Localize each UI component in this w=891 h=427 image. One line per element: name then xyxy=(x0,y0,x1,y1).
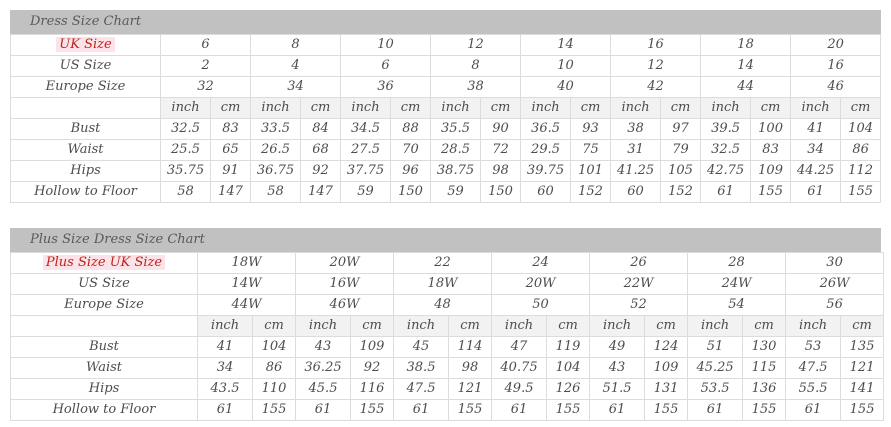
cm-value-cell: 150 xyxy=(391,182,431,203)
unit-cm-label: cm xyxy=(841,316,884,337)
size-value-cell: 6 xyxy=(161,35,251,56)
unit-cm-label: cm xyxy=(211,98,251,119)
inch-value-cell: 60 xyxy=(611,182,661,203)
unit-cm-label: cm xyxy=(571,98,611,119)
unit-inch-label: inch xyxy=(521,98,571,119)
row-label: Bust xyxy=(11,337,198,358)
inch-value-cell: 31 xyxy=(611,140,661,161)
cm-value-cell: 109 xyxy=(351,337,394,358)
cm-value-cell: 126 xyxy=(547,379,590,400)
size-value-cell: 44W xyxy=(198,295,296,316)
row-label: Waist xyxy=(11,140,161,161)
inch-value-cell: 47 xyxy=(492,337,547,358)
unit-cm-label: cm xyxy=(661,98,701,119)
size-value-cell: 12 xyxy=(431,35,521,56)
unit-inch-label: inch xyxy=(431,98,481,119)
dress-size-chart-title-bar xyxy=(10,10,881,34)
cm-value-cell: 155 xyxy=(751,182,791,203)
inch-value-cell: 25.5 xyxy=(161,140,211,161)
size-value-cell: 54 xyxy=(688,295,786,316)
inch-value-cell: 58 xyxy=(161,182,211,203)
inch-value-cell: 35.5 xyxy=(431,119,481,140)
inch-value-cell: 35.75 xyxy=(161,161,211,182)
cm-value-cell: 68 xyxy=(301,140,341,161)
inch-value-cell: 36.75 xyxy=(251,161,301,182)
inch-value-cell: 61 xyxy=(688,400,743,421)
row-label: Hips xyxy=(11,379,198,400)
dress-size-chart-section xyxy=(10,10,881,203)
row-label: Hips xyxy=(11,161,161,182)
size-value-cell: 48 xyxy=(394,295,492,316)
row-label: Europe Size xyxy=(11,295,198,316)
inch-value-cell: 58 xyxy=(251,182,301,203)
cm-value-cell: 104 xyxy=(253,337,296,358)
table-row xyxy=(11,119,881,140)
inch-value-cell: 39.75 xyxy=(521,161,571,182)
unit-inch-label: inch xyxy=(492,316,547,337)
empty-label-cell xyxy=(11,316,198,337)
inch-value-cell: 44.25 xyxy=(791,161,841,182)
cm-value-cell: 97 xyxy=(661,119,701,140)
cm-value-cell: 152 xyxy=(661,182,701,203)
row-label: Hollow to Floor xyxy=(11,182,161,203)
inch-value-cell: 51 xyxy=(688,337,743,358)
size-value-cell: 42 xyxy=(611,77,701,98)
cm-value-cell: 88 xyxy=(391,119,431,140)
empty-label-cell xyxy=(11,98,161,119)
cm-value-cell: 155 xyxy=(645,400,688,421)
inch-value-cell: 61 xyxy=(296,400,351,421)
inch-value-cell: 27.5 xyxy=(341,140,391,161)
size-value-cell: 10 xyxy=(521,56,611,77)
cm-value-cell: 98 xyxy=(481,161,521,182)
table-row xyxy=(11,161,881,182)
cm-value-cell: 116 xyxy=(351,379,394,400)
size-value-cell: 34 xyxy=(251,77,341,98)
cm-value-cell: 91 xyxy=(211,161,251,182)
cm-value-cell: 150 xyxy=(481,182,521,203)
cm-value-cell: 75 xyxy=(571,140,611,161)
inch-value-cell: 29.5 xyxy=(521,140,571,161)
unit-inch-label: inch xyxy=(688,316,743,337)
cm-value-cell: 105 xyxy=(661,161,701,182)
cm-value-cell: 112 xyxy=(841,161,881,182)
inch-value-cell: 51.5 xyxy=(590,379,645,400)
table-row xyxy=(11,253,884,274)
inch-value-cell: 53.5 xyxy=(688,379,743,400)
size-value-cell: 26 xyxy=(590,253,688,274)
inch-value-cell: 37.75 xyxy=(341,161,391,182)
cm-value-cell: 83 xyxy=(211,119,251,140)
cm-value-cell: 109 xyxy=(645,358,688,379)
cm-value-cell: 147 xyxy=(301,182,341,203)
table-row xyxy=(11,182,881,203)
size-value-cell: 50 xyxy=(492,295,590,316)
inch-value-cell: 61 xyxy=(590,400,645,421)
size-value-cell: 20W xyxy=(492,274,590,295)
inch-value-cell: 53 xyxy=(786,337,841,358)
inch-value-cell: 26.5 xyxy=(251,140,301,161)
row-label xyxy=(11,253,198,274)
unit-cm-label: cm xyxy=(841,98,881,119)
cm-value-cell: 155 xyxy=(743,400,786,421)
cm-value-cell: 86 xyxy=(253,358,296,379)
cm-value-cell: 114 xyxy=(449,337,492,358)
size-value-cell: 14 xyxy=(701,56,791,77)
cm-value-cell: 79 xyxy=(661,140,701,161)
row-label xyxy=(11,35,161,56)
table-body xyxy=(11,253,884,421)
highlighted-row-label: Plus Size UK Size xyxy=(43,255,165,270)
cm-value-cell: 92 xyxy=(301,161,341,182)
cm-value-cell: 90 xyxy=(481,119,521,140)
cm-value-cell: 131 xyxy=(645,379,688,400)
cm-value-cell: 141 xyxy=(841,379,884,400)
cm-value-cell: 155 xyxy=(841,182,881,203)
size-value-cell: 18 xyxy=(701,35,791,56)
table-row xyxy=(11,295,884,316)
cm-value-cell: 93 xyxy=(571,119,611,140)
inch-value-cell: 43.5 xyxy=(198,379,253,400)
inch-value-cell: 38 xyxy=(611,119,661,140)
table-row xyxy=(11,35,881,56)
unit-cm-label: cm xyxy=(481,98,521,119)
cm-value-cell: 136 xyxy=(743,379,786,400)
size-value-cell: 46W xyxy=(296,295,394,316)
cm-value-cell: 101 xyxy=(571,161,611,182)
inch-value-cell: 41 xyxy=(791,119,841,140)
inch-value-cell: 55.5 xyxy=(786,379,841,400)
inch-value-cell: 45 xyxy=(394,337,449,358)
size-value-cell: 8 xyxy=(431,56,521,77)
unit-inch-label: inch xyxy=(611,98,661,119)
cm-value-cell: 115 xyxy=(743,358,786,379)
inch-value-cell: 61 xyxy=(394,400,449,421)
size-value-cell: 10 xyxy=(341,35,431,56)
inch-value-cell: 34 xyxy=(198,358,253,379)
size-value-cell: 30 xyxy=(786,253,884,274)
size-value-cell: 14W xyxy=(198,274,296,295)
row-label: Hollow to Floor xyxy=(11,400,198,421)
inch-value-cell: 41.25 xyxy=(611,161,661,182)
inch-value-cell: 28.5 xyxy=(431,140,481,161)
size-value-cell: 32 xyxy=(161,77,251,98)
unit-header-row xyxy=(11,316,884,337)
table-row xyxy=(11,77,881,98)
unit-inch-label: inch xyxy=(791,98,841,119)
cm-value-cell: 130 xyxy=(743,337,786,358)
inch-value-cell: 34.5 xyxy=(341,119,391,140)
cm-value-cell: 98 xyxy=(449,358,492,379)
cm-value-cell: 83 xyxy=(751,140,791,161)
inch-value-cell: 61 xyxy=(492,400,547,421)
cm-value-cell: 119 xyxy=(547,337,590,358)
inch-value-cell: 49 xyxy=(590,337,645,358)
table-row xyxy=(11,140,881,161)
cm-value-cell: 96 xyxy=(391,161,431,182)
row-label: US Size xyxy=(11,274,198,295)
inch-value-cell: 40.75 xyxy=(492,358,547,379)
cm-value-cell: 155 xyxy=(547,400,590,421)
row-label: Europe Size xyxy=(11,77,161,98)
cm-value-cell: 155 xyxy=(841,400,884,421)
cm-value-cell: 86 xyxy=(841,140,881,161)
inch-value-cell: 47.5 xyxy=(786,358,841,379)
unit-inch-label: inch xyxy=(251,98,301,119)
size-value-cell: 44 xyxy=(701,77,791,98)
unit-cm-label: cm xyxy=(751,98,791,119)
inch-value-cell: 36.25 xyxy=(296,358,351,379)
row-label: Bust xyxy=(11,119,161,140)
cm-value-cell: 65 xyxy=(211,140,251,161)
cm-value-cell: 147 xyxy=(211,182,251,203)
inch-value-cell: 32.5 xyxy=(161,119,211,140)
unit-header-row xyxy=(11,98,881,119)
dress-size-chart-table xyxy=(10,34,881,203)
size-value-cell: 22W xyxy=(590,274,688,295)
unit-inch-label: inch xyxy=(161,98,211,119)
inch-value-cell: 49.5 xyxy=(492,379,547,400)
row-label: US Size xyxy=(11,56,161,77)
cm-value-cell: 70 xyxy=(391,140,431,161)
inch-value-cell: 61 xyxy=(786,400,841,421)
cm-value-cell: 155 xyxy=(253,400,296,421)
size-value-cell: 38 xyxy=(431,77,521,98)
unit-cm-label: cm xyxy=(351,316,394,337)
cm-value-cell: 109 xyxy=(751,161,791,182)
inch-value-cell: 59 xyxy=(431,182,481,203)
inch-value-cell: 34 xyxy=(791,140,841,161)
inch-value-cell: 36.5 xyxy=(521,119,571,140)
size-value-cell: 40 xyxy=(521,77,611,98)
cm-value-cell: 104 xyxy=(547,358,590,379)
size-value-cell: 18W xyxy=(198,253,296,274)
inch-value-cell: 43 xyxy=(590,358,645,379)
cm-value-cell: 155 xyxy=(351,400,394,421)
inch-value-cell: 38.75 xyxy=(431,161,481,182)
size-value-cell: 14 xyxy=(521,35,611,56)
size-value-cell: 4 xyxy=(251,56,341,77)
size-value-cell: 26W xyxy=(786,274,884,295)
plus-size-dress-size-chart-section xyxy=(10,228,881,421)
unit-cm-label: cm xyxy=(301,98,341,119)
inch-value-cell: 45.5 xyxy=(296,379,351,400)
size-value-cell: 6 xyxy=(341,56,431,77)
table-row xyxy=(11,274,884,295)
highlighted-row-label: UK Size xyxy=(56,37,114,52)
unit-inch-label: inch xyxy=(296,316,351,337)
inch-value-cell: 39.5 xyxy=(701,119,751,140)
size-value-cell: 2 xyxy=(161,56,251,77)
size-value-cell: 8 xyxy=(251,35,341,56)
inch-value-cell: 61 xyxy=(701,182,751,203)
plus-size-dress-size-chart-title-bar xyxy=(10,228,881,252)
table-row xyxy=(11,337,884,358)
size-value-cell: 28 xyxy=(688,253,786,274)
chart-title-text: Dress Size Chart xyxy=(30,14,142,29)
inch-value-cell: 59 xyxy=(341,182,391,203)
table-row xyxy=(11,400,884,421)
cm-value-cell: 100 xyxy=(751,119,791,140)
size-value-cell: 36 xyxy=(341,77,431,98)
size-value-cell: 46 xyxy=(791,77,881,98)
unit-cm-label: cm xyxy=(645,316,688,337)
inch-value-cell: 61 xyxy=(198,400,253,421)
cm-value-cell: 92 xyxy=(351,358,394,379)
unit-inch-label: inch xyxy=(590,316,645,337)
table-row xyxy=(11,358,884,379)
unit-inch-label: inch xyxy=(701,98,751,119)
inch-value-cell: 38.5 xyxy=(394,358,449,379)
row-label: Waist xyxy=(11,358,198,379)
size-value-cell: 16 xyxy=(611,35,701,56)
inch-value-cell: 47.5 xyxy=(394,379,449,400)
inch-value-cell: 42.75 xyxy=(701,161,751,182)
unit-cm-label: cm xyxy=(391,98,431,119)
size-value-cell: 16W xyxy=(296,274,394,295)
inch-value-cell: 33.5 xyxy=(251,119,301,140)
size-value-cell: 12 xyxy=(611,56,701,77)
size-value-cell: 20 xyxy=(791,35,881,56)
size-value-cell: 52 xyxy=(590,295,688,316)
table-row xyxy=(11,56,881,77)
size-value-cell: 20W xyxy=(296,253,394,274)
unit-cm-label: cm xyxy=(449,316,492,337)
cm-value-cell: 72 xyxy=(481,140,521,161)
unit-cm-label: cm xyxy=(743,316,786,337)
inch-value-cell: 60 xyxy=(521,182,571,203)
unit-inch-label: inch xyxy=(341,98,391,119)
inch-value-cell: 45.25 xyxy=(688,358,743,379)
cm-value-cell: 84 xyxy=(301,119,341,140)
table-body xyxy=(11,35,881,203)
unit-inch-label: inch xyxy=(394,316,449,337)
size-value-cell: 56 xyxy=(786,295,884,316)
unit-cm-label: cm xyxy=(253,316,296,337)
unit-inch-label: inch xyxy=(198,316,253,337)
inch-value-cell: 43 xyxy=(296,337,351,358)
plus-size-dress-size-chart-table xyxy=(10,252,884,421)
cm-value-cell: 121 xyxy=(841,358,884,379)
inch-value-cell: 61 xyxy=(791,182,841,203)
cm-value-cell: 155 xyxy=(449,400,492,421)
cm-value-cell: 110 xyxy=(253,379,296,400)
cm-value-cell: 104 xyxy=(841,119,881,140)
size-value-cell: 16 xyxy=(791,56,881,77)
cm-value-cell: 124 xyxy=(645,337,688,358)
cm-value-cell: 152 xyxy=(571,182,611,203)
size-value-cell: 22 xyxy=(394,253,492,274)
size-value-cell: 18W xyxy=(394,274,492,295)
chart-title-text: Plus Size Dress Size Chart xyxy=(30,232,205,247)
cm-value-cell: 121 xyxy=(449,379,492,400)
size-value-cell: 24 xyxy=(492,253,590,274)
inch-value-cell: 32.5 xyxy=(701,140,751,161)
table-row xyxy=(11,379,884,400)
size-value-cell: 24W xyxy=(688,274,786,295)
unit-inch-label: inch xyxy=(786,316,841,337)
cm-value-cell: 135 xyxy=(841,337,884,358)
unit-cm-label: cm xyxy=(547,316,590,337)
inch-value-cell: 41 xyxy=(198,337,253,358)
